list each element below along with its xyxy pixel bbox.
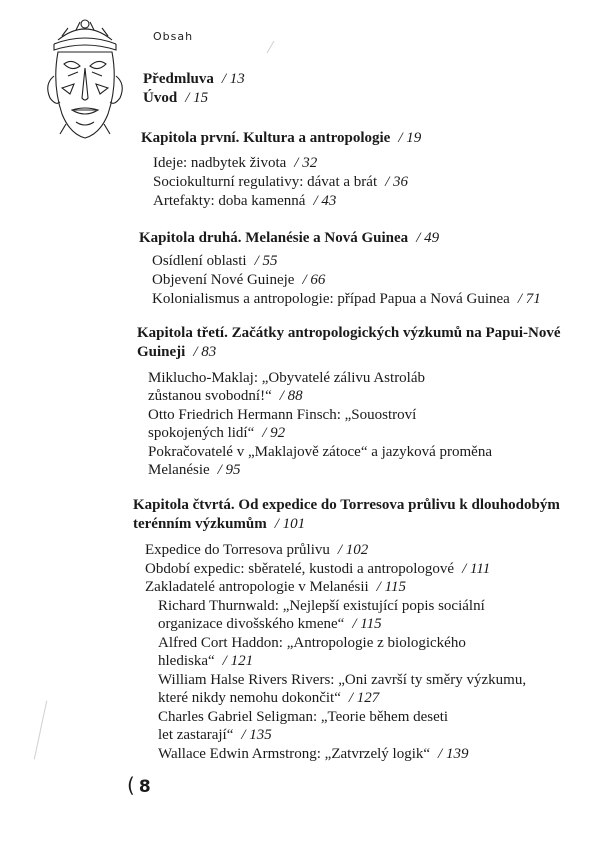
- toc-entry: spokojených lidí“ / 92: [148, 425, 286, 441]
- toc-entry: Období expedic: sběratelé, kustodi a antropologové / 111: [145, 561, 491, 577]
- running-head: Obsah: [153, 30, 194, 43]
- toc-subentry: hlediska“ / 121: [158, 653, 254, 669]
- toc-entry: Expedice do Torresova průlivu / 102: [145, 542, 369, 558]
- toc-subentry: Richard Thurnwald: „Nejlepší existující popis sociální: [158, 598, 485, 614]
- toc-entry: Objevení Nové Guineje / 66: [152, 272, 326, 288]
- toc-entry: Předmluva / 13: [143, 71, 245, 87]
- page-number: ( 8: [127, 773, 151, 797]
- toc-subentry: let zastarají“ / 135: [158, 727, 272, 743]
- chapter-heading: Kapitola třetí. Začátky antropologických výzkumů na Papui-Nové: [137, 325, 561, 341]
- toc-entry: Sociokulturní regulativy: dávat a brát / 36: [153, 174, 409, 190]
- toc-subentry: organizace divošského kmene“ / 115: [158, 616, 382, 632]
- chapter-heading: Kapitola první. Kultura a antropologie / 19: [141, 130, 422, 146]
- toc-subentry: William Halse Rivers Rivers: „Oni završí ty směry výzkumu,: [158, 672, 527, 688]
- toc-entry: Artefakty: doba kamenná / 43: [153, 193, 337, 209]
- toc-entry: zůstanou svobodní!“ / 88: [148, 388, 303, 404]
- toc-entry: Kolonialismus a antropologie: případ Papua a Nová Guinea / 71: [152, 291, 541, 307]
- toc-entry: Úvod / 15: [143, 90, 209, 106]
- toc-entry: Osídlení oblasti / 55: [152, 253, 278, 269]
- toc-entry: Miklucho-Maklaj: „Obyvatelé zálivu Astroláb: [148, 370, 426, 386]
- toc-entry: Otto Friedrich Hermann Finsch: „Souostroví: [148, 407, 417, 423]
- chapter-heading: Kapitola druhá. Melanésie a Nová Guinea / 49: [139, 230, 440, 246]
- toc-subentry: Charles Gabriel Seligman: „Teorie během deseti: [158, 709, 449, 725]
- toc-subentry: Alfred Cort Haddon: „Antropologie z biologického: [158, 635, 466, 651]
- chapter-heading: Kapitola čtvrtá. Od expedice do Torresova průlivu k dlouhodobým: [133, 497, 560, 513]
- chapter-heading-cont: terénním výzkumům / 101: [133, 516, 306, 532]
- scan-artifact: [34, 701, 47, 760]
- toc-entry: Pokračovatelé v „Maklajově zátoce“ a jazyková proměna: [148, 444, 492, 460]
- toc-subentry: které nikdy nemohu dokončit“ / 127: [158, 690, 380, 706]
- scan-artifact: [267, 41, 275, 54]
- mask-illustration: [40, 14, 130, 142]
- toc-subentry: Wallace Edwin Armstrong: „Zatvrzelý logik“ / 139: [158, 746, 469, 762]
- toc-entry: Zakladatelé antropologie v Melanésii / 115: [145, 579, 406, 595]
- toc-entry: Ideje: nadbytek života / 32: [153, 155, 318, 171]
- toc-entry: Melanésie / 95: [148, 462, 241, 478]
- chapter-heading-cont: Guineji / 83: [137, 344, 217, 360]
